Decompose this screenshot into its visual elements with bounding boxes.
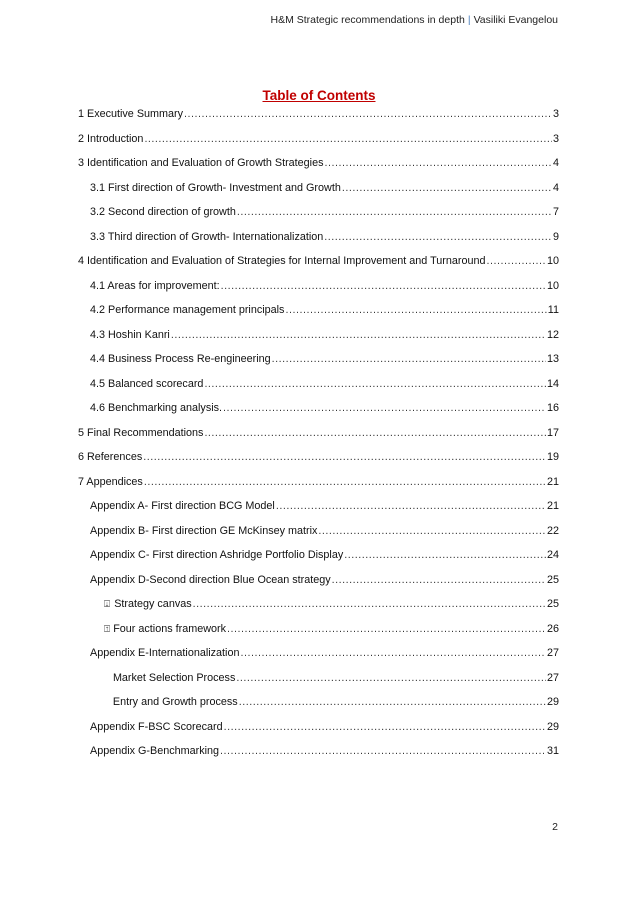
toc-entry[interactable] <box>78 378 559 403</box>
toc-heading: Table of Contents <box>262 88 376 103</box>
toc-entry-label: 4.4 Business Process Re-engineering <box>90 353 271 365</box>
dot-leader <box>236 672 546 684</box>
toc-entry-label: 1 Executive Summary <box>78 108 184 120</box>
dot-leader <box>276 500 546 512</box>
toc-entry-label: 4.5 Balanced scorecard <box>90 377 204 390</box>
toc-entry[interactable] <box>78 427 559 452</box>
page-number: 2 <box>552 821 558 833</box>
toc-entry[interactable] <box>78 304 559 329</box>
toc-entry[interactable] <box>78 206 559 231</box>
toc-entry[interactable] <box>78 157 559 182</box>
toc-entry[interactable] <box>78 353 559 378</box>
toc-entry-page: 22 <box>546 524 559 537</box>
toc-entry-page: 13 <box>546 353 559 365</box>
toc-entry-page: 24 <box>546 549 559 561</box>
toc-entry-label: Entry and Growth process <box>112 696 238 708</box>
toc-entry[interactable] <box>78 329 559 354</box>
header-author: Vasiliki Evangelou <box>473 14 558 26</box>
toc-entry-label: Appendix B- First direction GE McKinsey matrix <box>90 524 318 537</box>
toc-entry[interactable] <box>78 525 559 550</box>
dot-leader <box>324 231 552 243</box>
toc-entry-page: 26 <box>546 622 559 635</box>
toc-entry-page: 4 <box>552 157 559 169</box>
dot-leader <box>220 745 546 757</box>
dot-leader <box>193 598 546 610</box>
toc-entry-label: 4.6 Benchmarking analysis. <box>90 402 223 414</box>
toc-entry[interactable] <box>78 280 559 305</box>
toc-entry-page: 4 <box>552 181 559 194</box>
toc-entry-label: 7 Appendices <box>78 475 143 488</box>
toc-entry[interactable] <box>78 745 559 770</box>
dot-leader <box>227 623 546 635</box>
toc-entry-label: Appendix A- First direction BCG Model <box>90 500 275 512</box>
header-title: H&M Strategic recommendations in depth <box>270 14 465 26</box>
dot-leader <box>344 549 546 561</box>
running-header <box>270 14 558 26</box>
toc-entry-label: Market Selection Process <box>112 671 236 684</box>
toc-entry-label: 4.3 Hoshin Kanri <box>90 328 170 341</box>
toc-entry-page: 10 <box>546 255 559 267</box>
dot-leader <box>224 721 546 733</box>
toc-entry-page: 3 <box>552 132 559 145</box>
toc-entry-page: 27 <box>546 647 559 659</box>
toc-entry[interactable] <box>78 721 559 746</box>
toc-entry[interactable] <box>78 476 559 501</box>
dot-leader <box>223 402 546 414</box>
toc-entry-label: 4.1 Areas for improvement: <box>90 279 220 292</box>
toc-entry[interactable] <box>78 672 559 697</box>
toc-entry[interactable] <box>78 500 559 525</box>
dot-leader <box>143 451 546 463</box>
toc-entry-label: 2 Introduction <box>78 132 144 145</box>
toc-entry-label: 3.3 Third direction of Growth- Internationalization <box>90 230 324 243</box>
toc-entry-label: 6 References <box>78 451 143 463</box>
dot-leader <box>240 647 546 659</box>
dot-leader <box>204 427 546 439</box>
dot-leader <box>184 108 552 120</box>
dot-leader <box>332 574 546 586</box>
toc-entry-page: 27 <box>546 671 559 684</box>
toc-entry[interactable] <box>78 696 559 721</box>
toc-entry-page: 25 <box>546 573 559 586</box>
toc-entry-page: 14 <box>546 377 559 390</box>
toc-entry-page: 25 <box>546 598 559 610</box>
dot-leader <box>221 280 546 292</box>
toc-entry[interactable] <box>78 402 559 427</box>
dot-leader <box>285 304 546 316</box>
dot-leader <box>487 255 546 267</box>
header-separator: | <box>467 14 471 26</box>
toc-entry[interactable] <box>78 623 559 648</box>
toc-entry[interactable] <box>78 574 559 599</box>
table-of-contents <box>78 108 559 770</box>
toc-entry-label: Appendix G-Benchmarking <box>90 745 220 757</box>
toc-entry-page: 7 <box>552 206 559 218</box>
toc-entry[interactable] <box>78 647 559 672</box>
toc-entry-page: 29 <box>546 696 559 708</box>
dot-leader <box>171 329 546 341</box>
checkbox-arrow-icon: ⍗ <box>104 599 110 610</box>
toc-entry-page: 17 <box>546 426 559 439</box>
toc-entry-label: 4 Identification and Evaluation of Strategies for Internal Improvement and Turnaround <box>78 255 486 267</box>
toc-entry-page: 29 <box>546 720 559 733</box>
toc-entry-label: Appendix C- First direction Ashridge Portfolio Display <box>90 549 344 561</box>
toc-entry-label: 3 Identification and Evaluation of Growth Strategies <box>78 157 324 169</box>
toc-entry-page: 21 <box>546 500 559 512</box>
toc-entry-page: 3 <box>552 108 559 120</box>
toc-entry-page: 9 <box>552 230 559 243</box>
toc-entry[interactable] <box>78 451 559 476</box>
dot-leader <box>237 206 552 218</box>
toc-entry-page: 11 <box>547 304 559 316</box>
toc-entry-label: Four actions framework <box>113 622 227 635</box>
toc-entry-label: 3.2 Second direction of growth <box>90 206 236 218</box>
toc-entry[interactable] <box>78 231 559 256</box>
dot-leader <box>342 182 552 194</box>
dot-leader <box>318 525 546 537</box>
toc-entry-page: 10 <box>546 279 559 292</box>
dot-leader <box>144 133 552 145</box>
toc-entry-page: 16 <box>546 402 559 414</box>
checkbox-arrow-icon: ⍐ <box>104 623 110 635</box>
dot-leader <box>204 378 546 390</box>
toc-entry-label: Appendix E-Internationalization <box>90 647 240 659</box>
toc-entry-label: Appendix F-BSC Scorecard <box>90 720 223 733</box>
dot-leader <box>144 476 546 488</box>
toc-entry-page: 19 <box>546 451 559 463</box>
dot-leader <box>272 353 546 365</box>
toc-entry[interactable] <box>78 133 559 158</box>
toc-entry-page: 21 <box>546 475 559 488</box>
toc-entry[interactable] <box>78 108 559 133</box>
toc-entry-page: 12 <box>546 328 559 341</box>
toc-entry[interactable] <box>78 255 559 280</box>
toc-entry-label: 3.1 First direction of Growth- Investment and Growth <box>90 181 341 194</box>
toc-entry-label: Strategy canvas <box>114 598 192 610</box>
toc-entry-label: 4.2 Performance management principals <box>90 304 285 316</box>
toc-entry[interactable] <box>78 598 559 623</box>
dot-leader <box>324 157 552 169</box>
toc-entry-page: 31 <box>546 745 559 757</box>
toc-entry[interactable] <box>78 549 559 574</box>
toc-entry[interactable] <box>78 182 559 207</box>
toc-entry-label: Appendix D-Second direction Blue Ocean strategy <box>90 573 331 586</box>
dot-leader <box>239 696 546 708</box>
toc-entry-label: 5 Final Recommendations <box>78 426 204 439</box>
